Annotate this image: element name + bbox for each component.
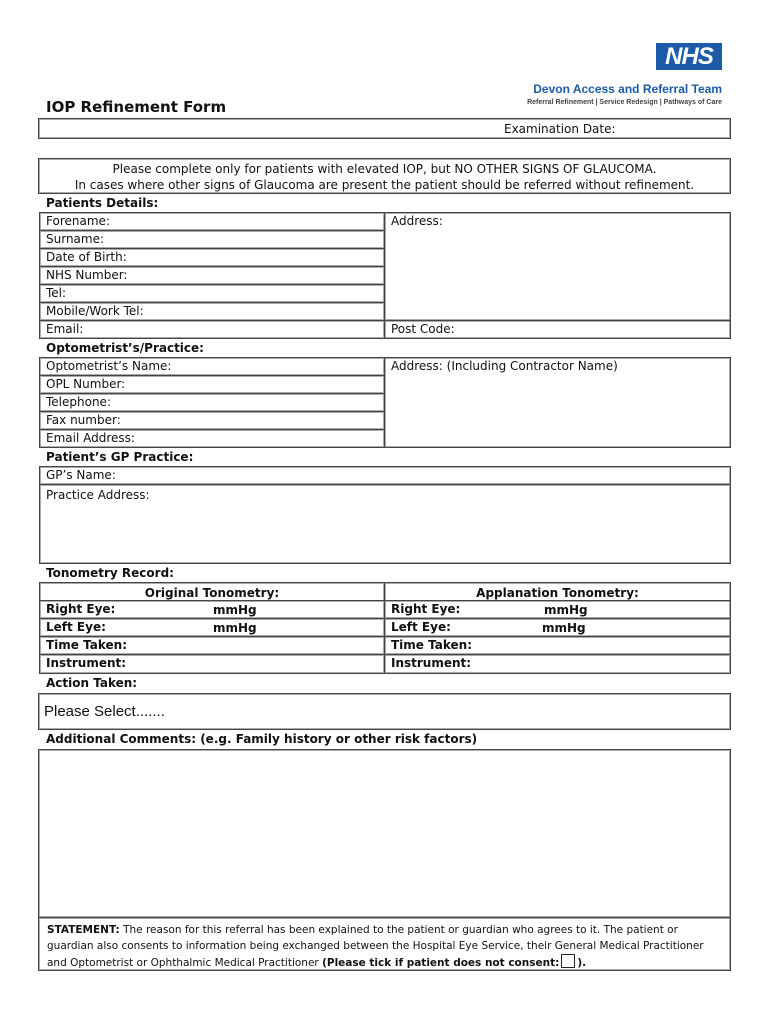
practice-address-field[interactable]	[39, 484, 731, 564]
notice-box	[38, 158, 731, 194]
nhs-number-label: NHS Number:	[46, 268, 128, 282]
action-taken-heading: Action Taken:	[46, 676, 138, 690]
applanation-left-eye-label: Left Eye:	[391, 620, 451, 634]
notice-line-1: Please complete only for patients with elevated IOP, but NO OTHER SIGNS OF GLAUCOMA.	[112, 162, 657, 176]
surname-label: Surname:	[46, 232, 105, 246]
postcode-field[interactable]	[384, 320, 731, 339]
applanation-tonometry-label: Applanation Tonometry:	[476, 586, 639, 600]
team-tagline: Referral Refinement | Service Redesign | Pathways of Care	[527, 99, 722, 106]
gp-practice-heading: Patient’s GP Practice:	[46, 450, 194, 464]
optometrist-email-label: Email Address:	[46, 431, 135, 445]
original-left-eye-unit: mmHg	[213, 621, 257, 635]
applanation-instrument-field[interactable]	[384, 654, 731, 674]
original-right-eye-label: Right Eye:	[46, 602, 116, 616]
email-field[interactable]	[39, 320, 385, 339]
optometrist-email-field[interactable]	[39, 429, 385, 448]
nhs-number-field[interactable]	[39, 266, 385, 285]
original-left-eye-field[interactable]	[39, 618, 385, 637]
optometrist-telephone-field[interactable]	[39, 393, 385, 412]
optometrist-telephone-label: Telephone:	[46, 395, 111, 409]
surname-field[interactable]	[39, 230, 385, 249]
fax-number-field[interactable]	[39, 411, 385, 430]
original-time-taken-label: Time Taken:	[46, 638, 127, 652]
additional-comments-field[interactable]	[38, 749, 731, 918]
original-instrument-field[interactable]	[39, 654, 385, 674]
statement-text	[47, 922, 725, 971]
original-left-eye-label: Left Eye:	[46, 620, 106, 634]
forename-label: Forename:	[46, 214, 110, 228]
dob-field[interactable]	[39, 248, 385, 267]
original-tonometry-label: Original Tonometry:	[144, 586, 280, 600]
additional-comments-heading: Additional Comments: (e.g. Family history or other risk factors)	[46, 732, 478, 746]
original-time-taken-field[interactable]	[39, 636, 385, 655]
mobile-tel-field[interactable]	[39, 302, 385, 321]
statement-box	[38, 917, 731, 971]
consent-tick-close: ).	[577, 957, 587, 969]
consent-tick-text: (Please tick if patient does not consent:	[322, 957, 560, 969]
applanation-time-taken-field[interactable]	[384, 636, 731, 655]
action-taken-value: Please Select.......	[44, 703, 165, 720]
applanation-time-taken-label: Time Taken:	[391, 638, 472, 652]
optometrist-name-field[interactable]	[39, 357, 385, 376]
applanation-instrument-label: Instrument:	[391, 656, 472, 670]
nhs-logo: NHS	[656, 43, 722, 70]
tel-label: Tel:	[46, 286, 67, 300]
examination-date-label: Examination Date:	[504, 122, 616, 136]
gp-name-label: GP’s Name:	[46, 468, 116, 482]
original-right-eye-unit: mmHg	[213, 603, 257, 617]
applanation-right-eye-unit: mmHg	[544, 603, 588, 617]
forename-field[interactable]	[39, 212, 385, 231]
applanation-right-eye-label: Right Eye:	[391, 602, 461, 616]
optometrist-heading: Optometrist’s/Practice:	[46, 341, 204, 355]
statement-label: STATEMENT:	[47, 924, 120, 936]
patient-address-field[interactable]	[384, 212, 731, 321]
notice-line-2: In cases where other signs of Glaucoma are present the patient should be referred without refinement.	[74, 178, 695, 192]
gp-name-field[interactable]	[39, 466, 731, 485]
tonometry-heading: Tonometry Record:	[46, 566, 174, 580]
opl-number-label: OPL Number:	[46, 377, 126, 391]
patient-address-label: Address:	[391, 214, 443, 228]
original-instrument-label: Instrument:	[46, 656, 127, 670]
mobile-tel-label: Mobile/Work Tel:	[46, 304, 144, 318]
email-label: Email:	[46, 322, 84, 336]
original-right-eye-field[interactable]	[39, 600, 385, 619]
optometrist-name-label: Optometrist’s Name:	[46, 359, 172, 373]
applanation-left-eye-unit: mmHg	[542, 621, 586, 635]
dob-label: Date of Birth:	[46, 250, 127, 264]
consent-checkbox[interactable]	[561, 954, 575, 968]
patient-details-heading: Patients Details:	[46, 196, 159, 210]
examination-date-field[interactable]	[38, 118, 731, 139]
tel-field[interactable]	[39, 284, 385, 303]
statement-body: The reason for this referral has been explained to the patient or guardian who agrees to it. The patient or guardian also consents to information being exchanged between the Hospital Eye Service, their General Medical Practitioner and Optometrist or Ophthalmic Medical Practitioner	[47, 924, 704, 969]
postcode-label: Post Code:	[391, 322, 455, 336]
optometrist-address-label: Address: (Including Contractor Name)	[391, 359, 618, 373]
opl-number-field[interactable]	[39, 375, 385, 394]
action-taken-select[interactable]	[38, 693, 731, 730]
optometrist-address-field[interactable]	[384, 357, 731, 448]
applanation-right-eye-field[interactable]	[384, 600, 731, 619]
page-title: IOP Refinement Form	[46, 98, 227, 116]
fax-number-label: Fax number:	[46, 413, 121, 427]
team-name: Devon Access and Referral Team	[533, 82, 722, 96]
practice-address-label: Practice Address:	[46, 488, 150, 502]
applanation-left-eye-field[interactable]	[384, 618, 731, 637]
